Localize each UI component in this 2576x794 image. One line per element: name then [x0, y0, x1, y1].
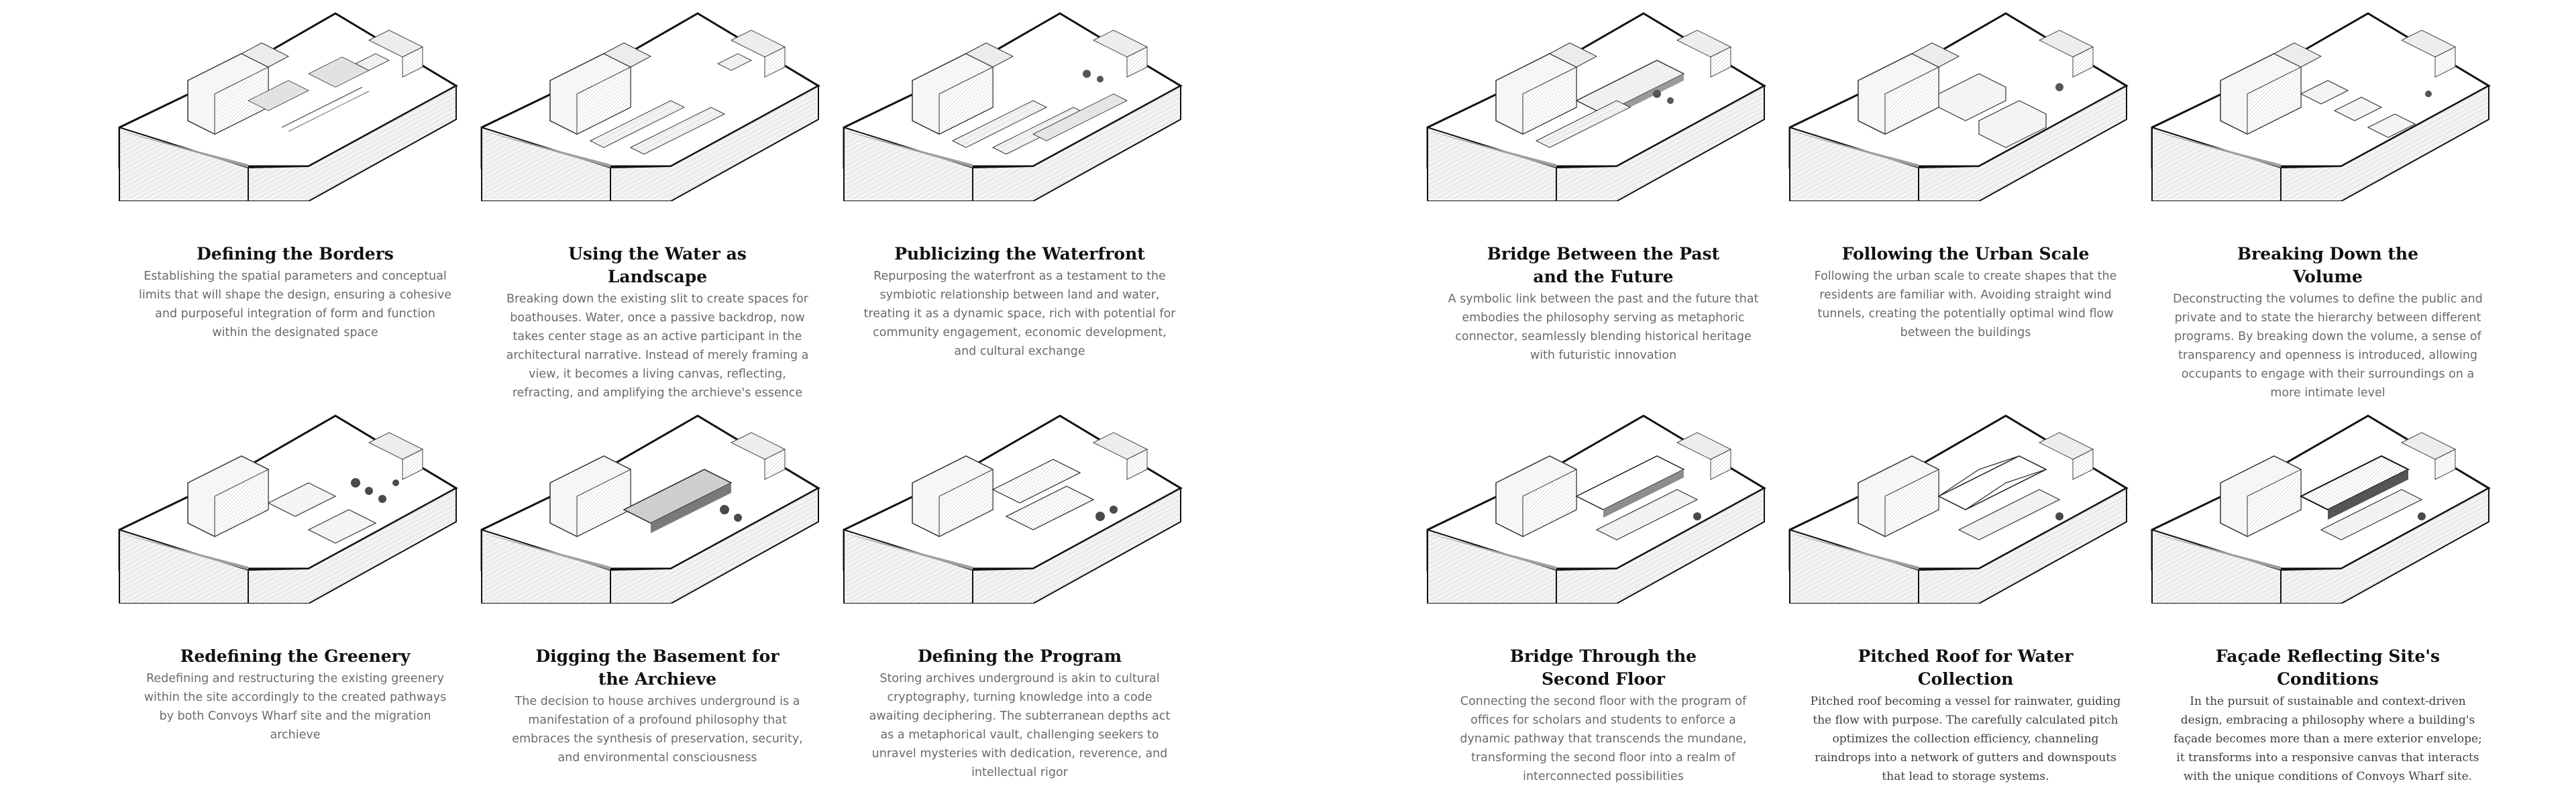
- panel-title: Defining the Program: [917, 646, 1122, 666]
- site-axonometric-diagram: [2140, 0, 2516, 201]
- site-axonometric-diagram: [107, 0, 483, 201]
- panel-title: Publicizing the Waterfront: [894, 244, 1145, 264]
- site-axonometric-diagram: [470, 402, 845, 604]
- site-axonometric-diagram: [1415, 0, 1791, 201]
- panel-title: Bridge Through the Second Floor: [1509, 646, 1697, 689]
- site-axonometric-diagram: [107, 402, 483, 604]
- panel-title: Digging the Basement for the Archieve: [535, 646, 780, 689]
- site-axonometric-diagram: [832, 402, 1208, 604]
- panel-description: Establishing the spatial parameters and conceptual limits that will shape the design, ensuring a cohesive and purposeful integration of form and function within the designated space: [138, 270, 452, 339]
- panel-description: A symbolic link between the past and the future that embodies the philosophy serving as metaphoric connector, seamlessly blending historical heritage with futuristic innovation: [1448, 292, 1759, 362]
- panel-description: In the pursuit of sustainable and context-driven design, embracing a philosophy where a building's façade becomes more than a mere exterior envelope; it transforms into a responsive canvas that interacts with the unique conditions of Convoys Wharf site.: [2174, 695, 2482, 783]
- panel-title: Defining the Borders: [197, 244, 394, 264]
- site-axonometric-diagram: [1778, 0, 2153, 201]
- panel-description: Connecting the second floor with the program of offices for scholars and students to enforce a dynamic pathway that transcends the mundane, transforming the second floor into a realm of interconnected possibilities: [1460, 695, 1747, 783]
- panel-description: Following the urban scale to create shapes that the residents are familiar with. Avoiding straight wind tunnels, creating the potentially optimal wind flow between the buildings: [1814, 270, 2117, 339]
- panel-title: Redefining the Greenery: [180, 646, 411, 666]
- panel-description: Pitched roof becoming a vessel for rainwater, guiding the flow with purpose. The carefully calculated pitch optimizes the collection efficiency, channeling raindrops into a network of gutters and downspouts that lead to storage systems.: [1810, 695, 2121, 783]
- panel-description: Breaking down the existing slit to create spaces for boathouses. Water, once a passive backdrop, now takes center stage as an active participant in the architectural narrative. Instead of merely framing a view, it becomes a living canvas, reflecting, refracting, and amplifying the archieve's essence: [506, 292, 809, 400]
- panel-title: Façade Reflecting Site's Conditions: [2215, 646, 2440, 689]
- panel-description: Redefining and restructuring the existing greenery within the site accordingly to the created pathways by both Convoys Wharf site and the migration archieve: [144, 672, 447, 742]
- panel-title: Breaking Down the Volume: [2237, 244, 2418, 286]
- panel-title: Bridge Between the Past and the Future: [1487, 244, 1720, 286]
- panel-title: Following the Urban Scale: [1841, 244, 2090, 264]
- panel-description: Deconstructing the volumes to define the public and private and to state the hierarchy between different programs. By breaking down the volume, a sense of transparency and openness is introduced, allowing occupants to engage with their surroundings on a more intimate level: [2173, 292, 2483, 400]
- site-axonometric-diagram: [832, 0, 1208, 201]
- site-axonometric-diagram: [2140, 402, 2516, 604]
- panel-title: Pitched Roof for Water Collection: [1858, 646, 2074, 689]
- site-axonometric-diagram: [1415, 402, 1791, 604]
- site-axonometric-diagram: [470, 0, 845, 201]
- panel-description: Storing archives underground is akin to cultural cryptography, turning knowledge into a code awaiting deciphering. The subterranean depths act as a metaphorical vault, challenging seekers to unravel mysteries with dedication, reverence, and intellectual rigor: [869, 672, 1171, 779]
- site-axonometric-diagram: [1778, 402, 2153, 604]
- panel-description: Repurposing the waterfront as a testament to the symbiotic relationship between land and water, treating it as a dynamic space, rich with potential for community engagement, economic development, and cultural exchange: [863, 270, 1176, 358]
- panel-description: The decision to house archives underground is a manifestation of a profound philosophy that embraces the synthesis of preservation, security, and environmental consciousness: [512, 695, 803, 764]
- panel-title: Using the Water as Landscape: [568, 244, 747, 286]
